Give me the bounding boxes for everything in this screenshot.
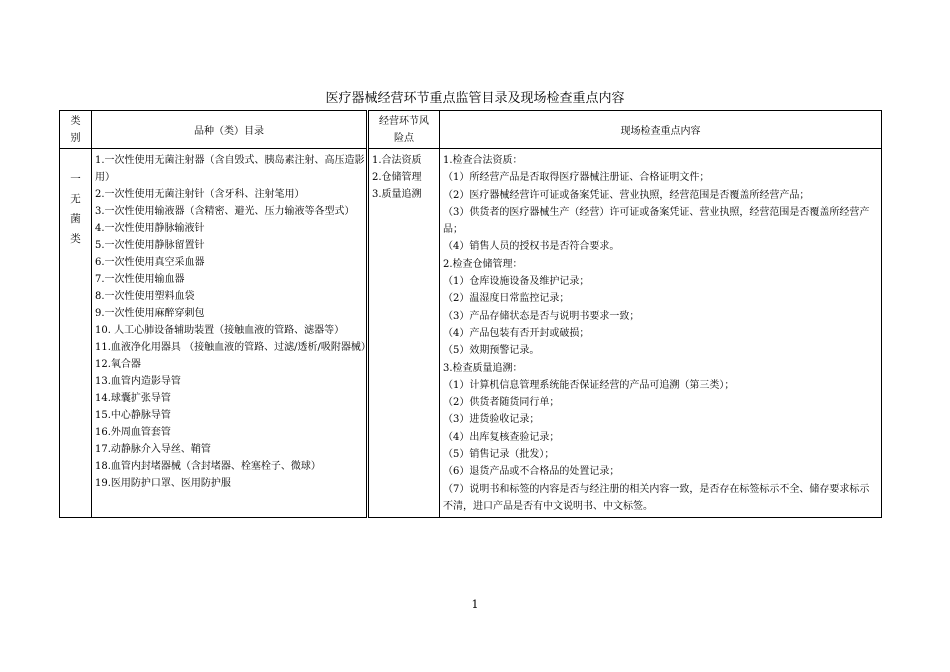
header-category-line1: 类 — [70, 115, 81, 127]
check-item: （2）医疗器械经营许可证或备案凭证、营业执照，经营范围是否覆盖所经营产品； — [443, 189, 810, 201]
check-item: （1）计算机信息管理系统能否保证经营的产品可追溯（第三类）； — [443, 379, 735, 391]
list-item: 4.一次性使用静脉输液针 — [95, 223, 205, 234]
risk-point: 2.仓储管理 — [372, 172, 422, 183]
list-item: 10. 人工心肺设备辅助装置（接触血液的管路、滤器等） — [95, 325, 345, 336]
list-item: 2.一次性使用无菌注射针（含牙科、注射笔用） — [95, 189, 305, 200]
list-item: 13.血管内造影导管 — [95, 376, 181, 387]
content-row — [60, 149, 882, 518]
risk-point: 3.质量追溯 — [372, 189, 422, 200]
check-item: （4）出库复核查验记录； — [443, 431, 560, 443]
inspection-cell — [440, 149, 882, 518]
check-item: （5）销售记录（批发）； — [443, 449, 555, 461]
list-item: 12.氧合器 — [95, 359, 141, 370]
list-item: 6.一次性使用真空采血器 — [95, 257, 205, 268]
risk-points-cell — [368, 149, 440, 518]
list-item: 16.外周血管套管 — [95, 427, 171, 438]
section-title-traceability: 3.检查质量追溯： — [443, 362, 523, 374]
list-item: 17.动静脉介入导丝、鞘管 — [95, 444, 211, 455]
list-item: 9.一次性使用麻醉穿刺包 — [95, 308, 205, 319]
page-title: 医疗器械经营环节重点监管目录及现场检查重点内容 — [325, 91, 625, 106]
section-title-storage: 2.检查仓储管理： — [443, 258, 523, 270]
list-item: 19.医用防护口罩、医用防护服 — [95, 478, 231, 489]
check-item: （3）供货者的医疗器械生产（经营）许可证或备案凭证、营业执照，经营范围是否覆盖所经营产品； — [443, 206, 870, 236]
header-risk — [368, 111, 440, 149]
check-item: （4）产品包装有否开封或破损； — [443, 327, 590, 339]
category-char-2: 菌 — [70, 213, 81, 225]
header-category — [60, 111, 92, 149]
check-item: （2）温湿度日常监控记录； — [443, 293, 570, 305]
check-item: （3）进货验收记录； — [443, 414, 540, 426]
list-item: 11.血液净化用器具 （接触血液的管路、过滤/透析/吸附器械） — [95, 342, 371, 353]
supervision-table — [59, 110, 882, 518]
category-number: 一 — [70, 173, 81, 185]
list-item: 5.一次性使用静脉留置针 — [95, 240, 205, 251]
list-item: 14.球囊扩张导管 — [95, 393, 171, 404]
list-item: 1.一次性使用无菌注射器（含自毁式、胰岛素注射、高压造影用） — [95, 155, 365, 183]
check-item: （1）所经营产品是否取得医疗器械注册证、合格证明文件； — [443, 172, 710, 184]
list-item: 3.一次性使用输液器（含精密、避光、压力输液等各型式） — [95, 206, 355, 217]
check-item: （3）产品存储状态是否与说明书要求一致； — [443, 310, 640, 322]
varieties-cell — [92, 149, 371, 518]
list-item: 18.血管内封堵器械（含封堵器、栓塞栓子、微球） — [95, 461, 321, 472]
category-char-3: 类 — [70, 233, 81, 245]
check-item: （5）效期预警记录。 — [443, 345, 540, 357]
list-item: 8.一次性使用塑料血袋 — [95, 291, 195, 302]
header-category-line2: 别 — [70, 132, 81, 144]
page-number: 1 — [471, 598, 479, 611]
risk-point: 1.合法资质 — [372, 155, 422, 166]
header-risk-line1: 经营环节风 — [379, 115, 429, 127]
header-row — [60, 111, 882, 149]
category-char-1: 无 — [70, 193, 81, 205]
check-item: （4）销售人员的授权书是否符合要求。 — [443, 241, 620, 253]
list-item: 15.中心静脉导管 — [95, 410, 171, 421]
check-item: （7）说明书和标签的内容是否与经注册的相关内容一致，是否存在标签标示不全、储存要求标示不清，进口产品是否有中文说明书、中文标签。 — [443, 483, 870, 512]
header-risk-line2: 险点 — [394, 132, 414, 144]
header-varieties: 品种（类）目录 — [92, 111, 368, 149]
category-cell — [60, 149, 92, 518]
check-item: （2）供货者随货同行单； — [443, 397, 560, 409]
check-item: （6）退货产品或不合格品的处置记录； — [443, 466, 620, 478]
check-item: （1）仓库设施设备及维护记录； — [443, 276, 590, 288]
header-inspection: 现场检查重点内容 — [440, 111, 882, 149]
section-title-qualification: 1.检查合法资质： — [443, 155, 523, 166]
list-item: 7.一次性使用输血器 — [95, 274, 185, 285]
